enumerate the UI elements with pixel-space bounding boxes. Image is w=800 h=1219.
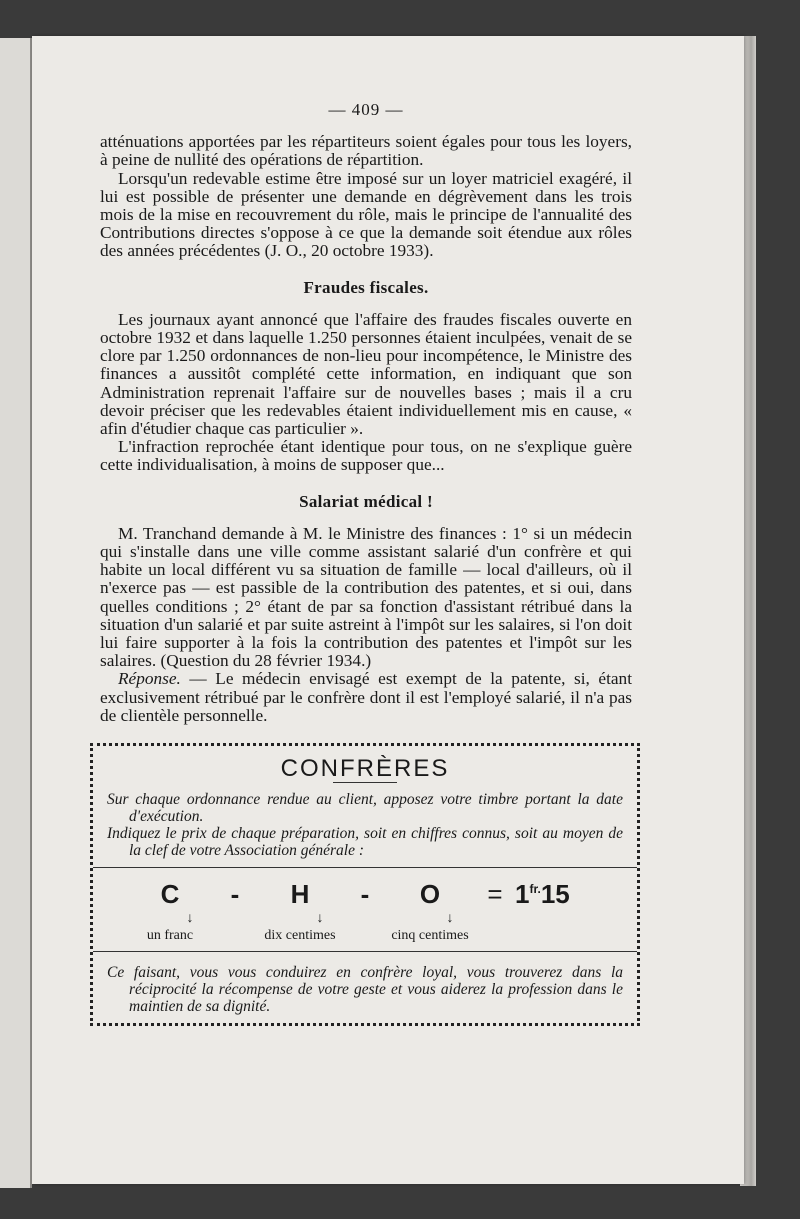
label-c: un franc bbox=[146, 928, 194, 944]
formula-arrows bbox=[93, 910, 637, 928]
fraudes-paragraph-1: Les journaux ayant annoncé que l'affaire des fraudes fiscales ouverte en octobre 1932 et dans laquelle 1.250 personnes étaient inculpées, venait de se clore par 1.250 ordonnances de non-lieu pour incompétence, le Ministre des finances a aussitôt complété cette information, en indiquant que son Administration reprenait l'affaire sur de nouvelles bases ; mais il a cru devoir préciser que les redevables étaient individuellement mis en cause, « afin d'étudier chaque cas particulier ». bbox=[100, 309, 632, 439]
label-h: dix centimes bbox=[264, 928, 336, 944]
box-instruction-1: Sur chaque ordonnance rendue au client, apposez votre timbre portant la date d'exécution. bbox=[107, 791, 623, 826]
box-footer-text: Ce faisant, vous vous conduirez en confrère loyal, vous trouverez dans la réciprocité la récompense de votre geste et vous aiderez la profession dans le maintien de sa dignité. bbox=[107, 964, 623, 1016]
title-rule bbox=[333, 782, 397, 783]
fraudes-paragraph-2: L'infraction reprochée étant identique pour tous, on ne s'explique guère cette individualisation, à moins de supposer que... bbox=[100, 437, 632, 475]
price-cents: 15 bbox=[540, 878, 570, 909]
left-page-edge bbox=[0, 38, 32, 1188]
page-content bbox=[100, 101, 632, 1026]
formula-equals: = bbox=[487, 878, 503, 909]
intro-paragraph-1: atténuations apportées par les répartiteurs soient égales pour tous les loyers, à peine de nullité des opérations de répartition. bbox=[100, 132, 632, 170]
box-divider-top bbox=[93, 867, 637, 868]
label-o: cinq centimes bbox=[391, 928, 469, 944]
formula-price bbox=[515, 878, 605, 909]
answer-text: — Le médecin envisagé est exempt de la patente, si, étant exclusivement rétribué par le confrère dont il est l'employé salarié, il n'a pas de clientèle personnelle. bbox=[100, 669, 632, 725]
price-main: 1 bbox=[515, 878, 530, 909]
formula-c: C bbox=[160, 878, 180, 909]
intro-paragraph-2: Lorsqu'un redevable estime être imposé sur un loyer matriciel exagéré, il lui est possible de présenter une demande en dégrèvement dans les trois mois de la mise en recouvrement du rôle, mais le principe de l'annualité des Contributions directes s'oppose à ce que la demande soit étendue aux rôles des années précédentes (J. O., 20 octobre 1933). bbox=[100, 168, 632, 261]
section-heading-fraudes: Fraudes fiscales. bbox=[303, 277, 429, 297]
price-key-formula bbox=[93, 880, 637, 910]
arrow-h-icon: ↓ bbox=[316, 911, 324, 927]
answer-label: Réponse. bbox=[118, 669, 181, 689]
section-heading-salariat: Salariat médical ! bbox=[299, 491, 433, 511]
book-page bbox=[32, 36, 744, 1184]
formula-o: O bbox=[419, 878, 441, 909]
formula-dash-2: - bbox=[360, 878, 370, 909]
arrow-o-icon: ↓ bbox=[446, 911, 454, 927]
box-title: CONFRÈRES bbox=[280, 755, 450, 783]
confreres-box bbox=[90, 743, 640, 1026]
price-unit: fr. bbox=[529, 882, 541, 897]
arrow-c-icon: ↓ bbox=[186, 911, 194, 927]
page-number: — 409 — bbox=[328, 100, 404, 119]
formula-labels bbox=[93, 928, 637, 943]
box-divider-bottom bbox=[93, 951, 637, 952]
salariat-answer bbox=[100, 670, 632, 725]
formula-h: H bbox=[290, 878, 310, 909]
formula-dash-1: - bbox=[230, 878, 240, 909]
salariat-question: M. Tranchand demande à M. le Ministre des finances : 1° si un médecin qui s'installe dans une ville comme assistant salarié d'un confrère et qui habite un local différent vu sa situation de famille — local d'ailleurs, où il n'exerce pas — est passible de la contribution des patentes, et si oui, dans quelles conditions ; 2° étant de par sa fonction d'assistant rétribué dans la situation d'un salarié et par suite astreint à l'impôt sur les salaires, si l'on doit lui faire supporter à la fois la contribution des patentes et l'impôt sur les salaires. (Question du 28 février 1934.) bbox=[100, 523, 632, 671]
box-instruction-2: Indiquez le prix de chaque préparation, soit en chiffres connus, soit au moyen de la clef de votre Association générale : bbox=[107, 825, 623, 860]
